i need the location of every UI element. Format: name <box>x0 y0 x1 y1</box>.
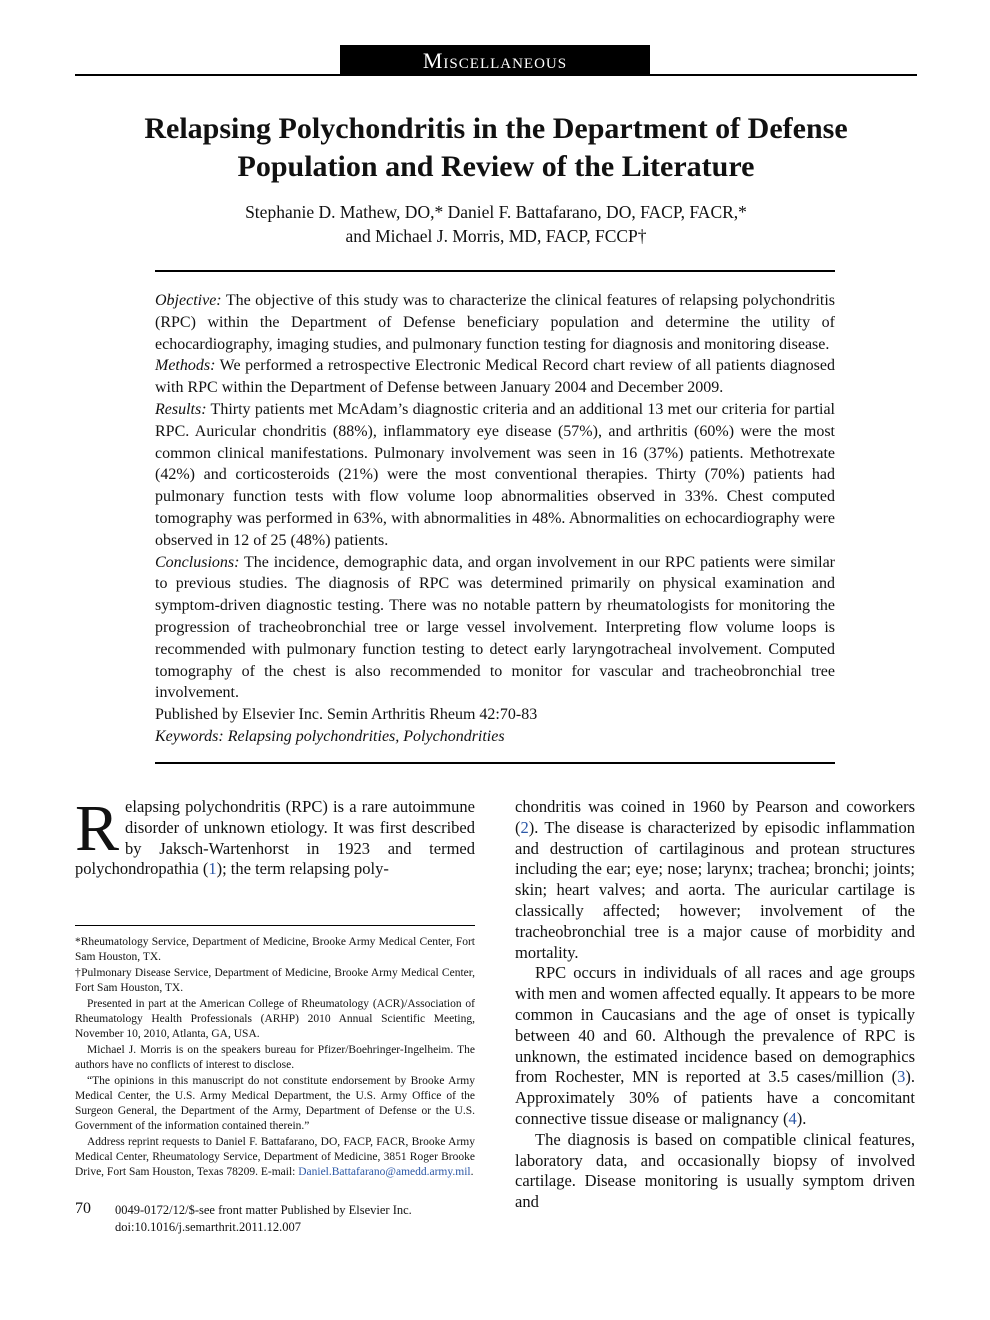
objective-text: The objective of this study was to characterize the clinical features of relapsing polychondritis (RPC) within the Department of Defense beneficiary population and determine the utility of echocardiography, imaging studies, and pulmonary function testing for diagnosis and monitoring disease. <box>155 292 835 353</box>
body-column-right <box>515 797 915 1213</box>
citation-link[interactable]: 1 <box>208 859 217 879</box>
authors-line-2: and Michael J. Morris, MD, FACP, FCCP† <box>345 226 647 246</box>
front-matter <box>115 1202 412 1236</box>
keywords-label: Keywords: <box>155 727 224 745</box>
abstract-box <box>155 270 835 764</box>
doi-line: doi:10.1016/j.semarthrit.2011.12.007 <box>115 1220 301 1234</box>
citation-link[interactable]: 3 <box>897 1067 906 1087</box>
body-text: ). Approximately 30% of patients have a concomitant connective tissue disease or malignancy ( <box>515 1067 915 1128</box>
abstract-results <box>155 399 835 552</box>
results-label: Results: <box>155 400 207 418</box>
conclusions-label: Conclusions: <box>155 553 240 571</box>
footnote-presented: Presented in part at the American College of Rheumatology (ACR)/Association of Rheumatology Health Professionals (ARHP) 2010 Annual Scientific Meeting, November 10, 2010, Atlanta, GA, USA. <box>75 998 475 1040</box>
methods-text: We performed a retrospective Electronic Medical Record chart review of all patients diagnosed with RPC within the Department of Defense between January 2004 and December 2009. <box>155 357 835 397</box>
results-text: Thirty patients met McAdam’s diagnostic criteria and an additional 13 met our criteria for partial RPC. Auricular chondritis (88%), inflammatory eye disease (57%), and arthritis (60%) were the most common clinical manifestations. Pulmonary involvement was seen in 16 (37%) patients. Methotrexate (42%) and corticosteroids (21%) were the most conventional therapies. Thirty (70%) patients had pulmonary function tests with flow volume loop abnormalities observed in 33%. Chest computed tomography was performed in 63%, with abnormalities in 48%. Abnormalities on echocardiography were observed in 12 of 25 (48%) patients. <box>155 400 835 549</box>
title-line-1: Relapsing Polychondritis in the Department of Defense <box>144 112 848 145</box>
abstract-conclusions <box>155 552 835 705</box>
authors-line-1: Stephanie D. Mathew, DO,* Daniel F. Battafarano, DO, FACP, FACR,* <box>245 202 747 222</box>
abstract-published: Published by Elsevier Inc. Semin Arthritis Rheum 42:70-83 <box>155 706 538 724</box>
conclusions-text: The incidence, demographic data, and organ involvement in our RPC patients were similar to previous studies. The diagnosis of RPC was determined primarily on physical examination and symptom-driven diagnostic testing. There was no notable pattern by rheumatologists for monitoring the progression of tracheobronchial tree or large vessel involvement. Interpreting flow volume loops is recommended with pulmonary function testing to detect early laryngotracheal involvement. Computed tomography of the chest is also recommended to monitor for vascular and tracheobronchial tree involvement. <box>155 553 835 702</box>
body-text: ); the term relapsing poly- <box>216 859 389 879</box>
article-title <box>75 110 917 186</box>
abstract-objective <box>155 290 835 355</box>
footnote-rule <box>75 925 475 926</box>
footnote-affiliation-2: †Pulmonary Disease Service, Department of Medicine, Brooke Army Medical Center, Fort Sam Houston, TX. <box>75 967 475 994</box>
abstract-keywords <box>155 726 835 748</box>
author-list <box>75 200 917 248</box>
body-column-left <box>75 792 475 880</box>
methods-label: Methods: <box>155 357 216 375</box>
keywords-text: Relapsing polychondrities, Polychondrities <box>223 727 505 745</box>
body-paragraph <box>75 792 475 880</box>
body-text: chondritis was coined in 1960 by Pearson and coworkers ( <box>515 797 915 837</box>
footnote-affiliation-1: *Rheumatology Service, Department of Medicine, Brooke Army Medical Center, Fort Sam Houston, TX. <box>75 936 475 963</box>
abstract-methods <box>155 355 835 399</box>
body-text: ). <box>796 1108 807 1128</box>
drop-cap: R <box>75 792 120 865</box>
objective-label: Objective: <box>155 292 222 309</box>
body-text: RPC occurs in individuals of all races and age groups with men and women affected equally. It appears to be more common in Caucasians and the age of onset is typically between 40 and 60. Although the prevalence of RPC is unknown, the estimated incidence based on demographics from Rochester, MN is reported at 3.5 cases/million ( <box>515 963 915 1087</box>
issn-line: 0049-0172/12/$-see front matter Published by Elsevier Inc. <box>115 1203 412 1217</box>
email-link[interactable]: Daniel.Battafarano@amedd.army.mil <box>298 1166 471 1178</box>
body-text: elapsing polychondritis (RPC) is a rare autoimmune disorder of unknown etiology. It was first described by Jaksch-Wartenhorst in 1923 and termed polychondropathia ( <box>75 797 475 879</box>
body-paragraph <box>515 963 915 1129</box>
address-text: Address reprint requests to Daniel F. Battafarano, DO, FACP, FACR, Brooke Army Medical Center, Rheumatology Service, Department of Medicine, 3851 Roger Brooke Drive, Fort Sam Houston, Texas 78209. E-mail: <box>75 1136 475 1178</box>
body-paragraph <box>515 797 915 963</box>
footnotes <box>75 935 475 1181</box>
abstract <box>155 290 835 748</box>
section-banner: Miscellaneous <box>340 45 650 76</box>
footnote-disclosure: Michael J. Morris is on the speakers bureau for Pfizer/Boehringer-Ingelheim. The authors have no conflicts of interest to disclose. <box>75 1044 475 1071</box>
citation-link[interactable]: 4 <box>788 1108 797 1128</box>
body-paragraph: The diagnosis is based on compatible clinical features, laboratory data, and occasionally biopsy of involved cartilage. Disease monitoring is usually symptom driven and <box>515 1129 915 1212</box>
citation-link[interactable]: 2 <box>520 817 529 837</box>
footnote-disclaimer: “The opinions in this manuscript do not constitute endorsement by Brooke Army Medical Center, the U.S. Army Medical Department, the U.S. Army Office of the Surgeon General, the Department of the Army, Department of Defense or the U.S. Government of the information contained therein.” <box>75 1075 475 1132</box>
footnote-address <box>75 1135 475 1180</box>
body-text: ). The disease is characterized by episodic inflammation and destruction of cartilaginous and protean structures including the ear; eye; nose; larynx; trachea; bronchi; joints; skin; heart valves; and aorta. The auricular cartilage is classically affected; however; involvement of the tracheobronchial tree is a major cause of morbidity and mortality. <box>515 817 915 962</box>
page-number: 70 <box>75 1200 91 1217</box>
address-end: . <box>470 1166 474 1178</box>
title-line-2: Population and Review of the Literature <box>237 150 755 183</box>
